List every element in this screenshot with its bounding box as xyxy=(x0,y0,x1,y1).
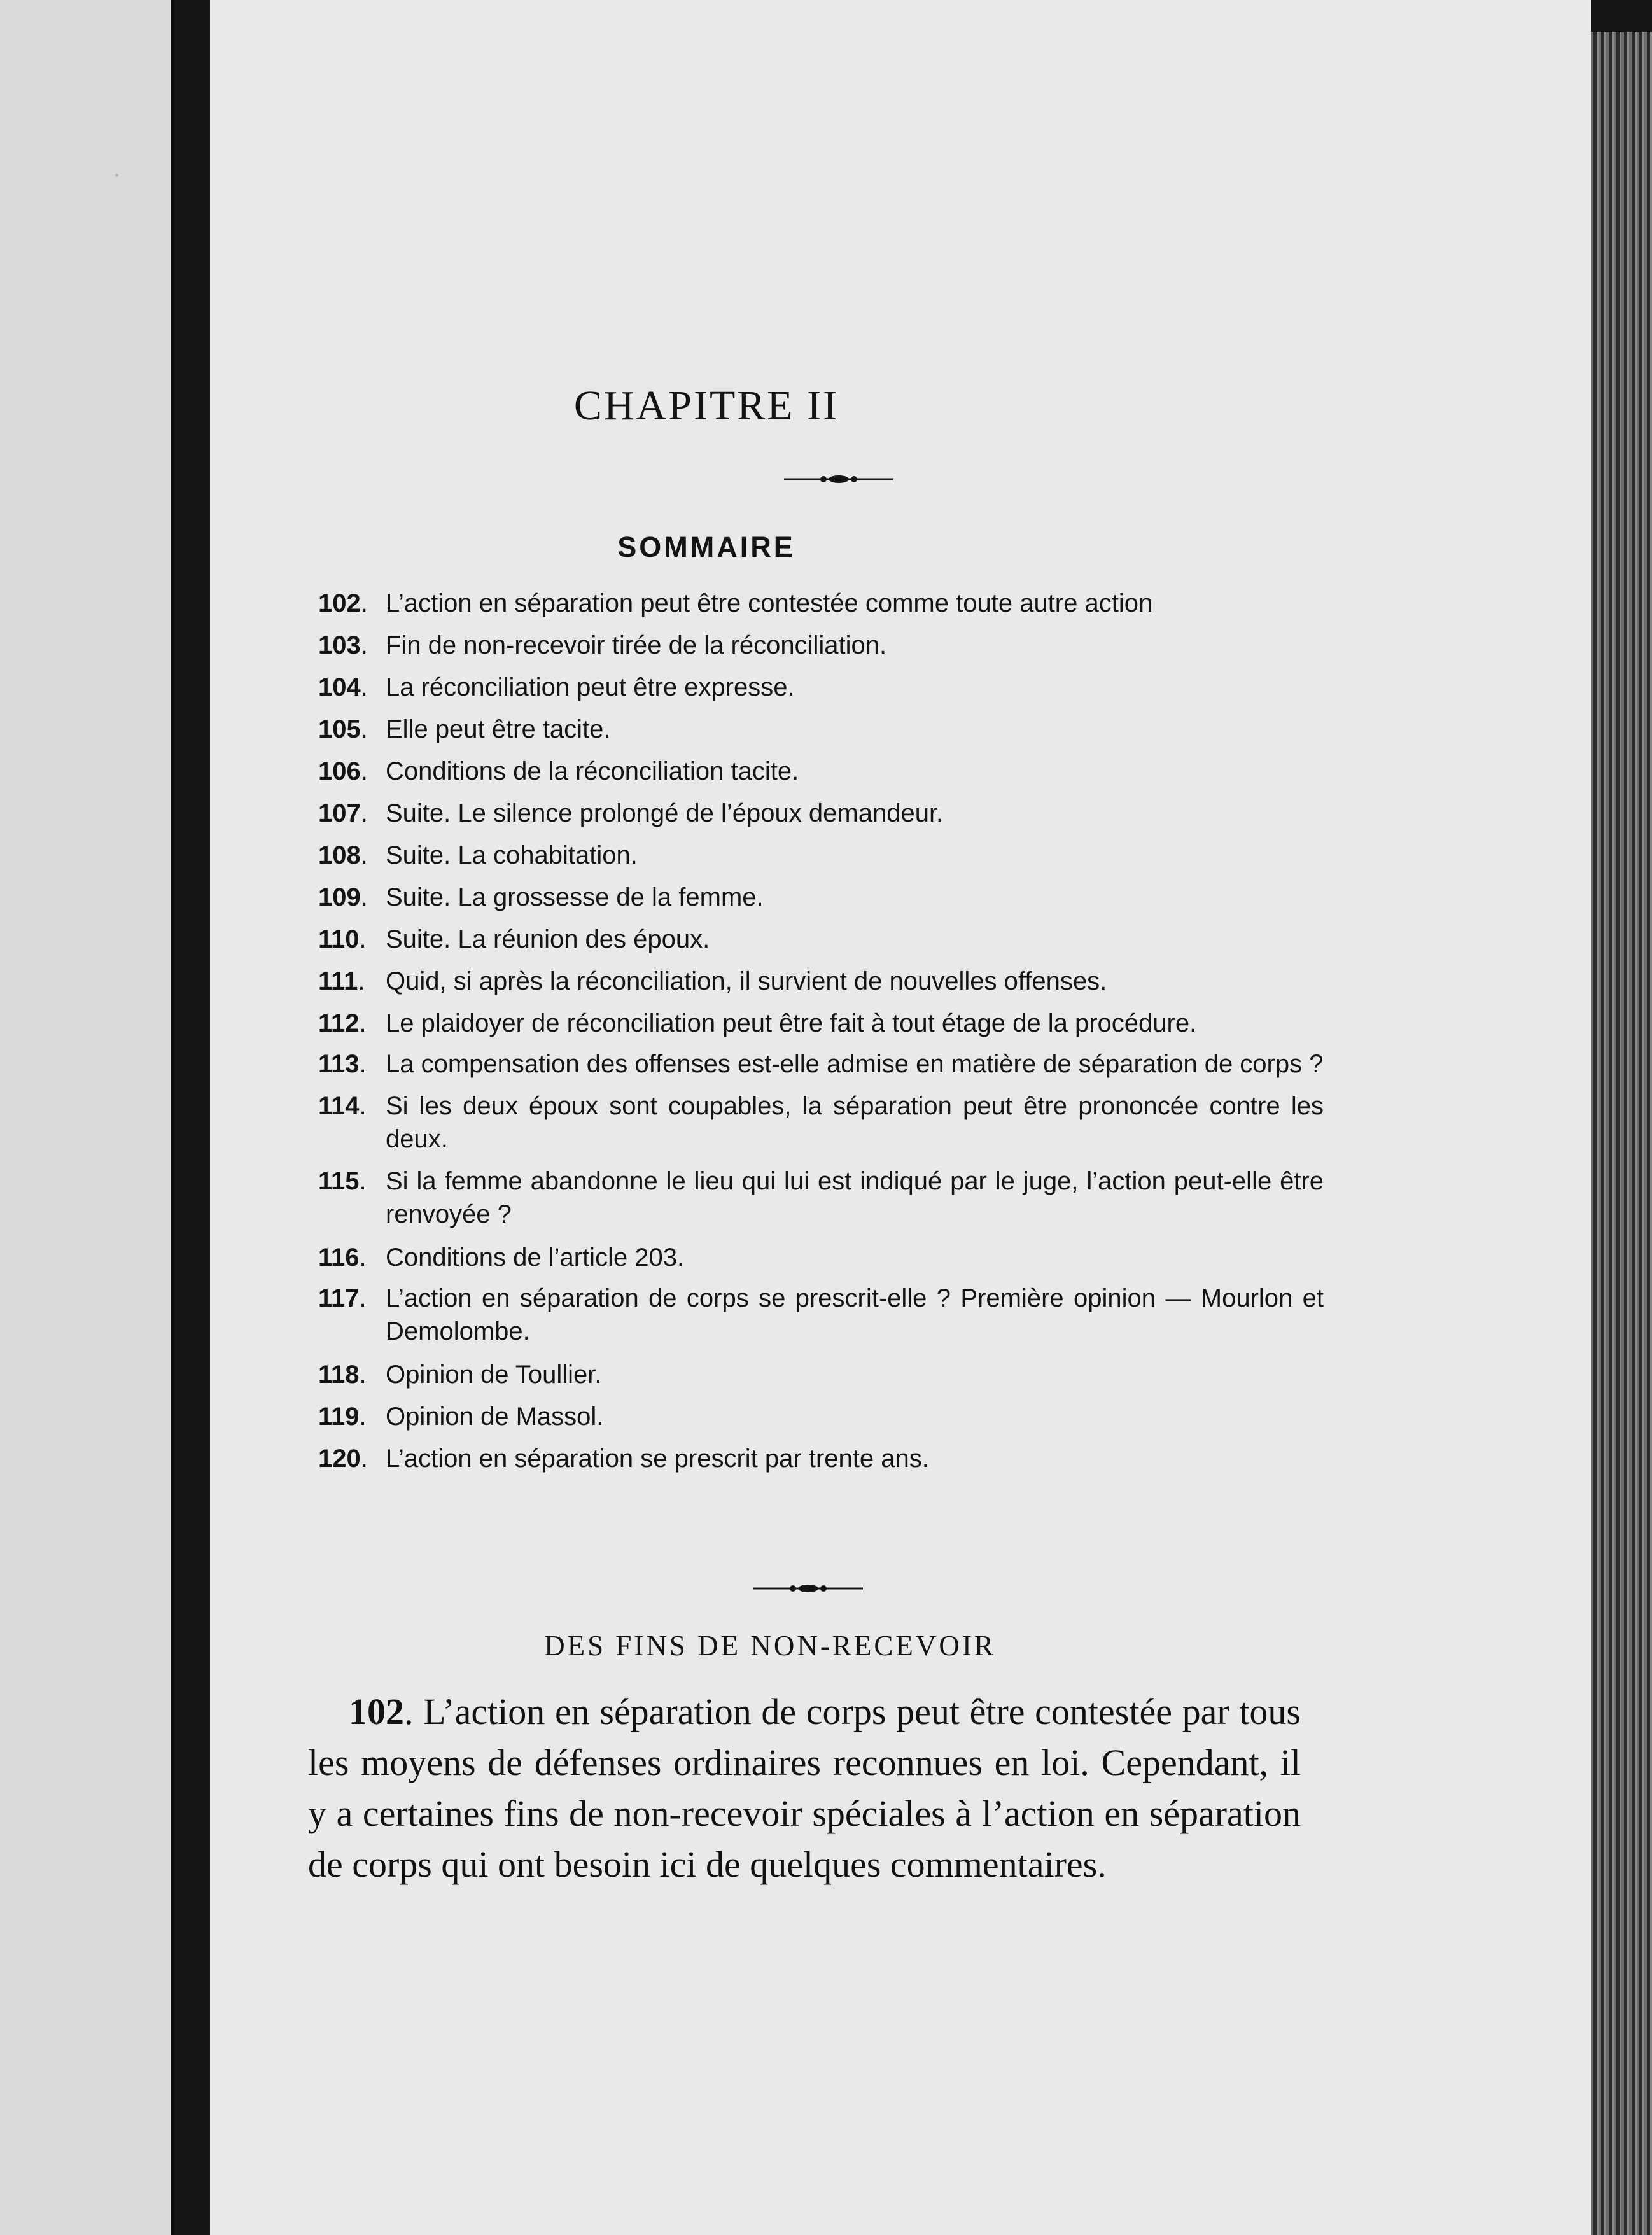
summary-item xyxy=(318,1357,1324,1392)
summary-item-number: 104 . xyxy=(318,669,368,705)
summary-item-number: 108 . xyxy=(318,837,368,873)
summary-item-text: Conditions de la réconciliation tacite. xyxy=(386,757,799,785)
summary-item xyxy=(318,921,1324,957)
summary-item-text: Opinion de Massol. xyxy=(386,1403,604,1431)
summary-item xyxy=(318,1165,1324,1231)
summary-item-text: Le plaidoyer de réconciliation peut être fait à tout étage de la procédure. xyxy=(386,1009,1197,1037)
summary-item-text: Si les deux époux sont coupables, la séparation peut être prononcée contre les deux. xyxy=(386,1092,1324,1153)
summary-item-number: 105 . xyxy=(318,711,368,747)
summary-item xyxy=(318,711,1324,747)
summary-item xyxy=(318,669,1324,705)
summary-item-number: 102 . xyxy=(318,585,368,621)
summary-item-text: L’action en séparation peut être contestée comme toute autre action xyxy=(386,589,1153,617)
summary-item-number: 103 . xyxy=(318,627,368,663)
summary-item xyxy=(318,1047,1324,1081)
summary-item-number: 119 . xyxy=(318,1399,367,1434)
summary-item xyxy=(318,879,1324,915)
summary-item-text: Suite. La grossesse de la femme. xyxy=(386,883,764,911)
summary-item xyxy=(318,1282,1324,1348)
summary-item xyxy=(318,795,1324,831)
summary-item xyxy=(318,585,1324,621)
summary-item-text: Quid, si après la réconciliation, il survient de nouvelles offenses. xyxy=(386,967,1107,995)
summary-item-number: 115 . xyxy=(318,1165,367,1198)
summary-item xyxy=(318,1005,1324,1041)
summary-item-text: Si la femme abandonne le lieu qui lui est indiqué par le juge, l’action peut-elle être renvoyée ? xyxy=(386,1167,1324,1228)
summary-item-number: 111 . xyxy=(318,963,365,999)
summary-title: SOMMAIRE xyxy=(617,531,795,563)
ornament-divider xyxy=(781,466,896,492)
summary-item-text: Conditions de l’article 203. xyxy=(386,1244,685,1272)
ornament-divider xyxy=(751,1576,865,1601)
summary-item xyxy=(318,1399,1324,1434)
summary-item xyxy=(318,627,1324,663)
summary-item-text: La réconciliation peut être expresse. xyxy=(386,673,795,701)
summary-item xyxy=(318,1441,1324,1476)
summary-item-number: 116 . xyxy=(318,1240,367,1275)
summary-item-text: Suite. Le silence prolongé de l’époux demandeur. xyxy=(386,799,944,827)
summary-item-number: 110 . xyxy=(318,921,367,957)
summary-item-number: 109 . xyxy=(318,879,368,915)
page-edge xyxy=(1591,32,1652,2235)
summary-item xyxy=(318,753,1324,789)
summary-list xyxy=(318,585,1324,1483)
chapter-title: CHAPITRE II xyxy=(573,382,839,429)
summary-item-text: La compensation des offenses est-elle admise en matière de séparation de corps ? xyxy=(386,1050,1324,1078)
body-paragraph xyxy=(308,1686,1301,1890)
summary-item-number: 117 . xyxy=(318,1282,367,1315)
summary-item-text: L’action en séparation de corps se prescrit-elle ? Première opinion — Mourlon et Demolombe. xyxy=(386,1284,1324,1345)
summary-item xyxy=(318,1240,1324,1275)
facing-page-strip xyxy=(0,0,174,2235)
summary-item-text: Elle peut être tacite. xyxy=(386,715,611,743)
summary-item-number: 113 . xyxy=(318,1047,367,1081)
summary-item-text: Opinion de Toullier. xyxy=(386,1361,602,1389)
summary-item-text: L’action en séparation se prescrit par trente ans. xyxy=(386,1445,929,1473)
summary-item-number: 107 . xyxy=(318,795,368,831)
facing-page-mark: · xyxy=(112,160,122,191)
summary-item-number: 114 . xyxy=(318,1089,367,1123)
summary-item-text: Suite. La réunion des époux. xyxy=(386,925,710,953)
paragraph-number: 102 . xyxy=(349,1691,414,1732)
summary-item-text: Fin de non-recevoir tirée de la réconciliation. xyxy=(386,631,887,659)
summary-item xyxy=(318,963,1324,999)
summary-item-number: 118 . xyxy=(318,1357,367,1392)
summary-item xyxy=(318,1089,1324,1156)
summary-item-text: Suite. La cohabitation. xyxy=(386,841,638,869)
summary-item xyxy=(318,837,1324,873)
summary-item-number: 112 . xyxy=(318,1005,367,1041)
summary-item-number: 106 . xyxy=(318,753,368,789)
summary-item-number: 120 . xyxy=(318,1441,368,1476)
paragraph-text: L’action en séparation de corps peut être contestée par tous les moyens de défenses ordinaires reconnues en loi. Cependant, il y a certaines fins de non-recevoir spéciales à l’action en séparation de corps qui ont besoin ici de quelques commentaires. xyxy=(308,1691,1301,1885)
section-heading: DES FINS DE NON-RECEVOIR xyxy=(544,1630,996,1662)
